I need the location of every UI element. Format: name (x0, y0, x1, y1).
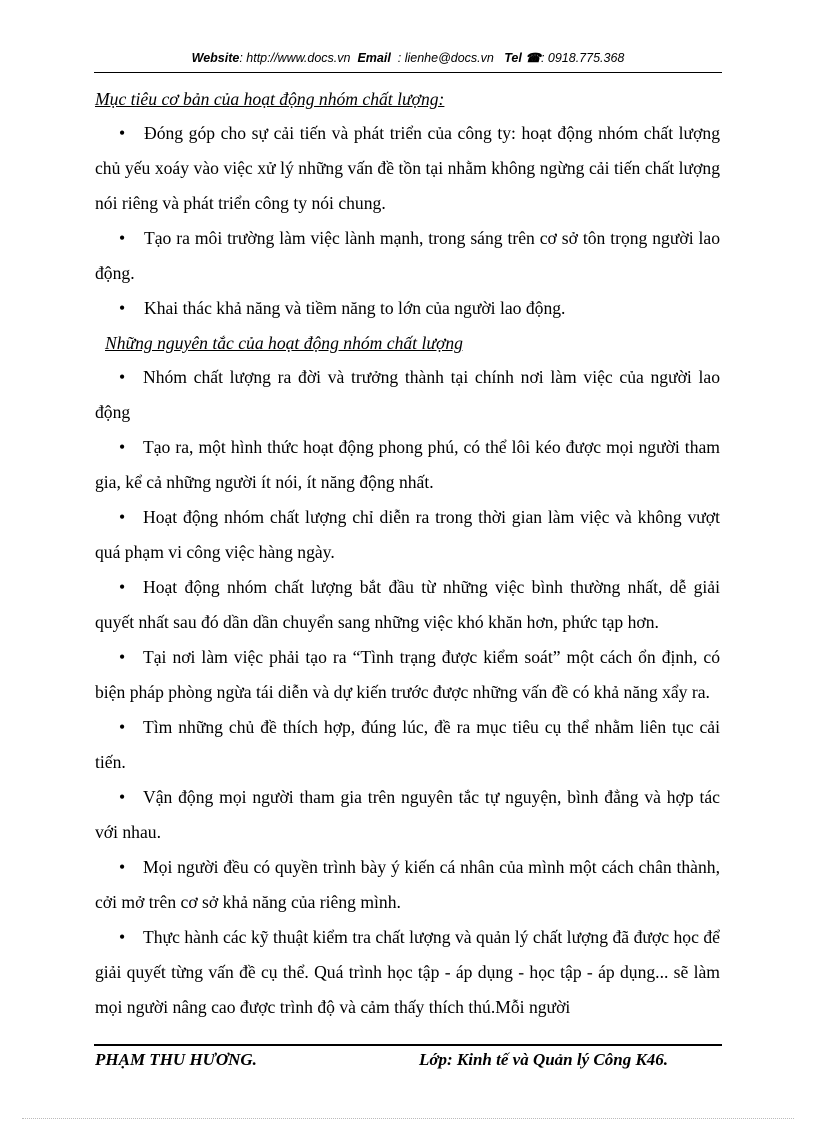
section2-item-text: Tìm những chủ đề thích hợp, đúng lúc, đề ra mục tiêu cụ thể nhằm liên tục cải tiến. (95, 717, 720, 772)
section1-item-text: Khai thác khả năng và tiềm năng to lớn của người lao động. (144, 298, 566, 318)
website-value: : http://www.docs.vn (239, 51, 351, 65)
page-header (94, 50, 722, 65)
bullet-icon: • (119, 647, 126, 667)
section2-item (95, 500, 720, 570)
bullet-icon: • (119, 787, 126, 807)
bullet-icon: • (119, 437, 126, 457)
section2-item (95, 570, 720, 640)
tel-label: Tel (504, 51, 522, 65)
email-value: : lienhe@docs.vn (397, 51, 494, 65)
section1-heading: Mục tiêu cơ bản của hoạt động nhóm chất lượng: (95, 89, 445, 109)
footer-author: PHẠM THU HƯƠNG. (95, 1050, 257, 1069)
email-label: Email (357, 51, 391, 65)
section2-item-text: Tạo ra, một hình thức hoạt động phong phú, có thể lôi kéo được mọi người tham gia, kể cả những người ít nói, ít năng động nhất. (95, 437, 720, 492)
bullet-icon: • (119, 857, 126, 877)
footer-divider (94, 1044, 722, 1046)
section2-item-text: Vận động mọi người tham gia trên nguyên tắc tự nguyện, bình đẳng và hợp tác với nhau. (95, 787, 720, 842)
section1-item (95, 116, 720, 221)
bullet-icon: • (119, 367, 126, 387)
section1-item (95, 291, 720, 326)
section2-item-text: Mọi người đều có quyền trình bày ý kiến cá nhân của mình một cách chân thành, cởi mở trên cơ sở khả năng của riêng mình. (95, 857, 720, 912)
document-body (95, 82, 720, 1025)
section2-item (95, 710, 720, 780)
page-edge-divider (22, 1118, 794, 1119)
section2-item-text: Nhóm chất lượng ra đời và trưởng thành tại chính nơi làm việc của người lao động (95, 367, 720, 422)
bullet-icon: • (119, 123, 126, 143)
section2-item-text: Hoạt động nhóm chất lượng chỉ diễn ra trong thời gian làm việc và không vượt quá phạm vi công việc hàng ngày. (95, 507, 720, 562)
section2-item (95, 640, 720, 710)
section2-item (95, 920, 720, 1025)
section2-heading: Những nguyên tắc của hoạt động nhóm chất lượng (105, 333, 463, 353)
section1-item (95, 221, 720, 291)
section2-item-text: Hoạt động nhóm chất lượng bắt đầu từ những việc bình thường nhất, dễ giải quyết nhất sau đó dần dần chuyển sang những việc khó khăn hơn, phức tạp hơn. (95, 577, 720, 632)
tel-value: : 0918.775.368 (540, 51, 625, 65)
section2-item (95, 360, 720, 430)
bullet-icon: • (119, 927, 126, 947)
bullet-icon: • (119, 507, 126, 527)
section1-item-text: Tạo ra môi trường làm việc lành mạnh, trong sáng trên cơ sở tôn trọng người lao động. (95, 228, 720, 283)
bullet-icon: • (119, 228, 126, 248)
bullet-icon: • (119, 577, 126, 597)
section2-item-text: Tại nơi làm việc phải tạo ra “Tình trạng được kiểm soát” một cách ổn định, có biện pháp phòng ngừa tái diễn và dự kiến trước được những vấn đề có khả năng xẩy ra. (95, 647, 720, 702)
section2-item (95, 850, 720, 920)
footer-class-info: Lớp: Kinh tế và Quản lý Công K46. (419, 1050, 669, 1069)
website-label: Website (191, 51, 240, 65)
section2-item (95, 780, 720, 850)
section2-item (95, 430, 720, 500)
bullet-icon: • (119, 717, 126, 737)
section1-item-text: Đóng góp cho sự cải tiến và phát triển của công ty: hoạt động nhóm chất lượng chủ yếu xoáy vào việc xử lý những vấn đề tồn tại nhằm không ngừng cải tiến chất lượng nói riêng và phát triển công ty nói chung. (95, 123, 720, 213)
header-divider (94, 72, 722, 73)
phone-icon: ☎ (525, 51, 541, 65)
bullet-icon: • (119, 298, 126, 318)
section2-item-text: Thực hành các kỹ thuật kiểm tra chất lượng và quản lý chất lượng đã được học để giải quyết từng vấn đề cụ thể. Quá trình học tập - áp dụng - học tập - áp dụng... sẽ làm mọi người nâng cao được trình độ và cảm thấy thích thú.Mỗi người (95, 927, 720, 1017)
